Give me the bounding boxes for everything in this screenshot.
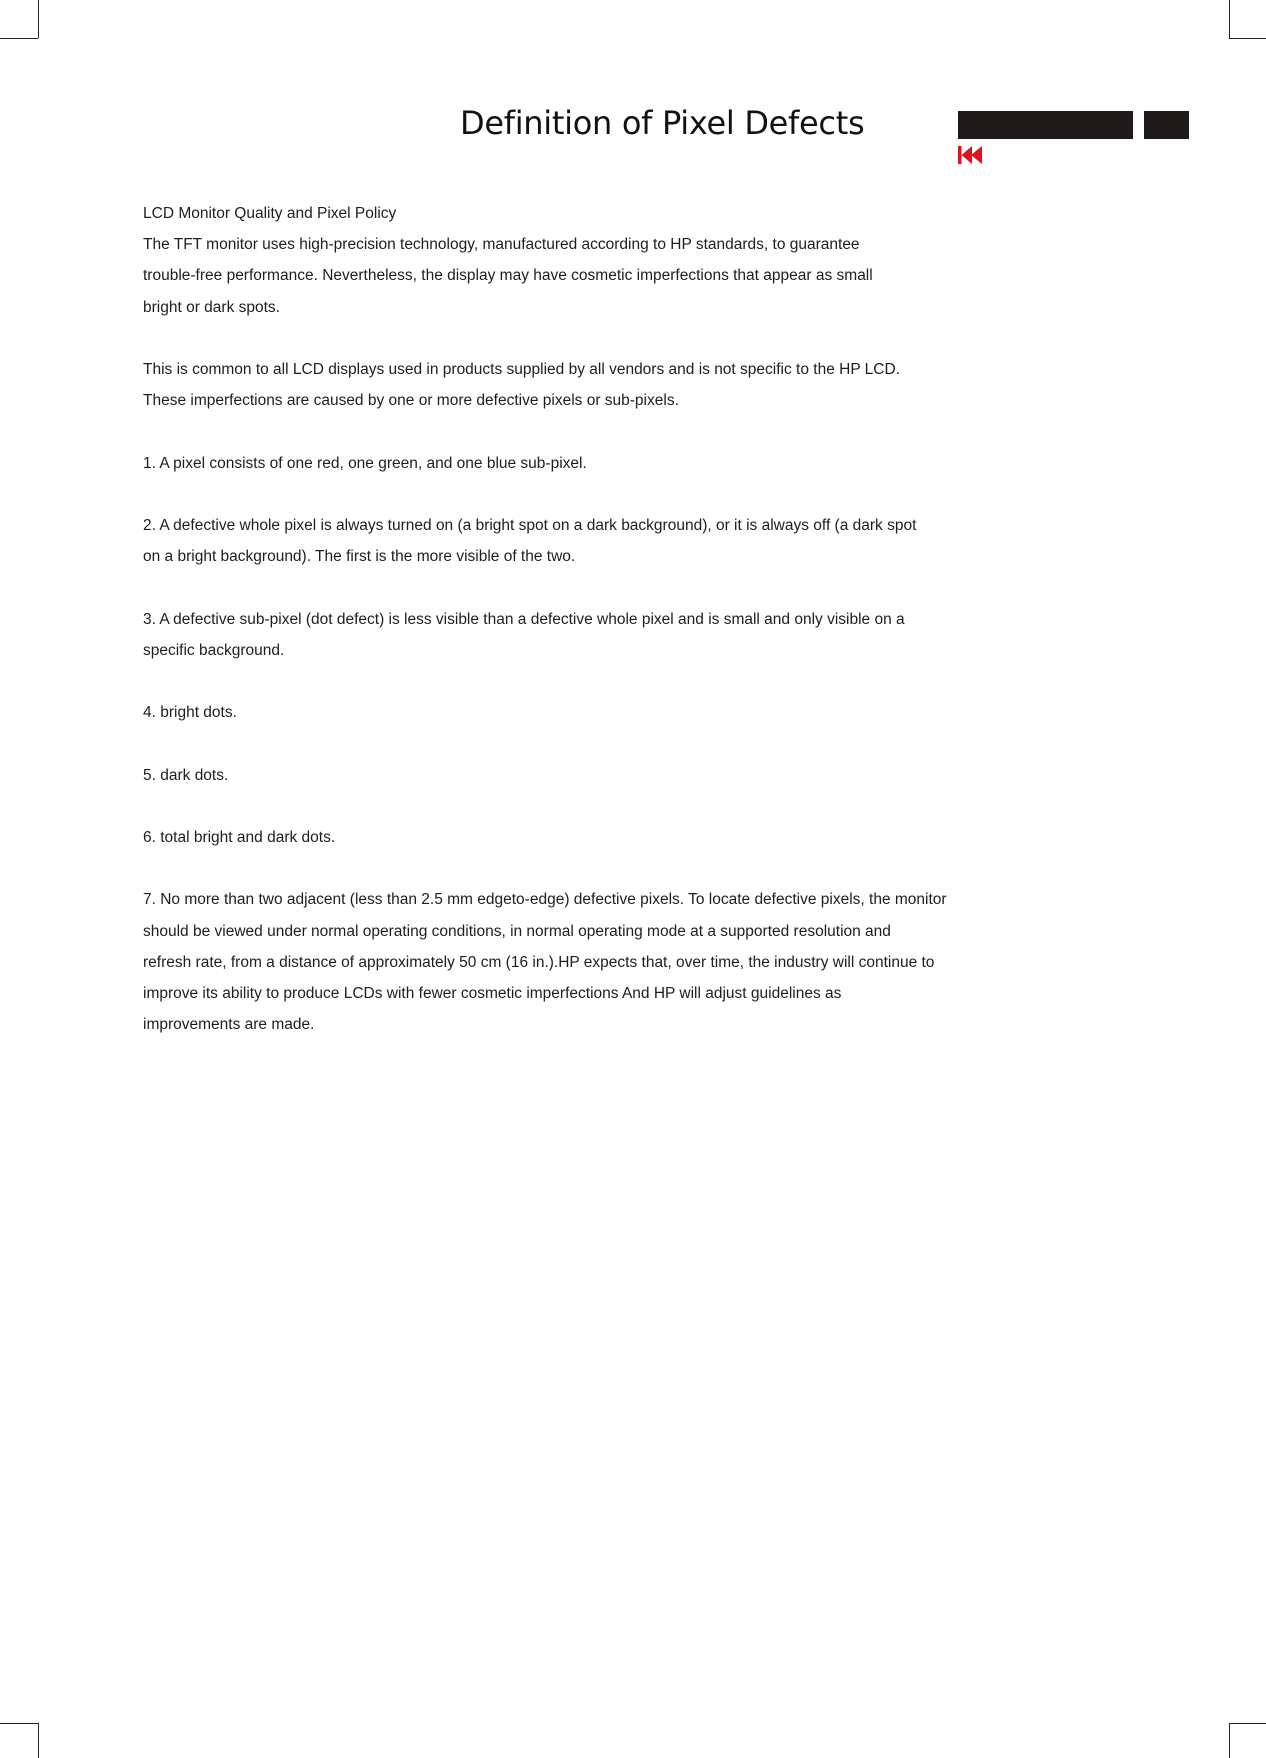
list-item-6: 6. total bright and dark dots. <box>143 828 336 846</box>
list-item-2-continued: on a bright background). The first is the more visible of the two. <box>143 548 576 566</box>
spacer <box>143 728 1003 759</box>
list-item-3: 3. A defective sub-pixel (dot defect) is less visible than a defective whole pixel and is small and only visible on a <box>143 610 905 628</box>
paragraph-line: This is common to all LCD displays used in products supplied by all vendors and is not specific to the HP LCD. <box>143 361 900 378</box>
list-item-4: 4. bright dots. <box>143 704 237 722</box>
spacer <box>143 416 1003 447</box>
page-title: Definition of Pixel Defects <box>460 104 865 142</box>
list-item-7-continued: refresh rate, from a distance of approximately 50 cm (16 in.).HP expects that, over time, the industry will continue to <box>143 953 935 971</box>
paragraph-line: trouble-free performance. Nevertheless, the display may have cosmetic imperfections that appear as small <box>143 267 873 285</box>
header-bar-small <box>1144 111 1189 139</box>
list-item-5: 5. dark dots. <box>143 766 229 784</box>
crop-mark-top-left-horizontal <box>0 38 38 39</box>
list-item-1: 1. A pixel consists of one red, one green, and one blue sub-pixel. <box>143 454 587 472</box>
crop-mark-bottom-right-horizontal <box>1229 1723 1266 1724</box>
paragraph-line: These imperfections are caused by one or more defective pixels or sub-pixels. <box>143 392 679 410</box>
crop-mark-top-left-vertical <box>38 0 39 38</box>
spacer <box>143 479 1003 510</box>
paragraph-line: bright or dark spots. <box>143 298 280 316</box>
list-item-7-continued: should be viewed under normal operating conditions, in normal operating mode at a supported resolution and <box>143 922 891 940</box>
list-item-7-continued: improvements are made. <box>143 1016 315 1034</box>
list-item-2: 2. A defective whole pixel is always turned on (a bright spot on a dark background), or it is always off (a dark spot <box>143 516 917 534</box>
crop-mark-bottom-right-vertical <box>1229 1723 1230 1758</box>
spacer <box>143 323 1003 354</box>
list-item-3-continued: specific background. <box>143 641 285 659</box>
spacer <box>143 572 1003 603</box>
spacer <box>143 853 1003 884</box>
crop-mark-bottom-left-vertical <box>38 1723 39 1758</box>
list-item-7-continued: improve its ability to produce LCDs with fewer cosmetic imperfections And HP will adjust guidelines as <box>143 984 842 1002</box>
crop-mark-top-right-vertical <box>1229 0 1230 38</box>
header-bar <box>958 111 1133 139</box>
spacer <box>143 666 1003 697</box>
paragraph-line: The TFT monitor uses high-precision technology, manufactured according to HP standards, to guarantee <box>143 236 860 254</box>
section-heading: LCD Monitor Quality and Pixel Policy <box>143 205 397 222</box>
crop-mark-top-right-horizontal <box>1229 38 1266 39</box>
policy-text <box>143 198 1003 1040</box>
first-page-icon[interactable] <box>957 145 985 165</box>
list-item-7: 7. No more than two adjacent (less than 2.5 mm edgeto-edge) defective pixels. To locate defective pixels, the monitor <box>143 891 947 909</box>
crop-mark-bottom-left-horizontal <box>0 1723 38 1724</box>
spacer <box>143 791 1003 822</box>
